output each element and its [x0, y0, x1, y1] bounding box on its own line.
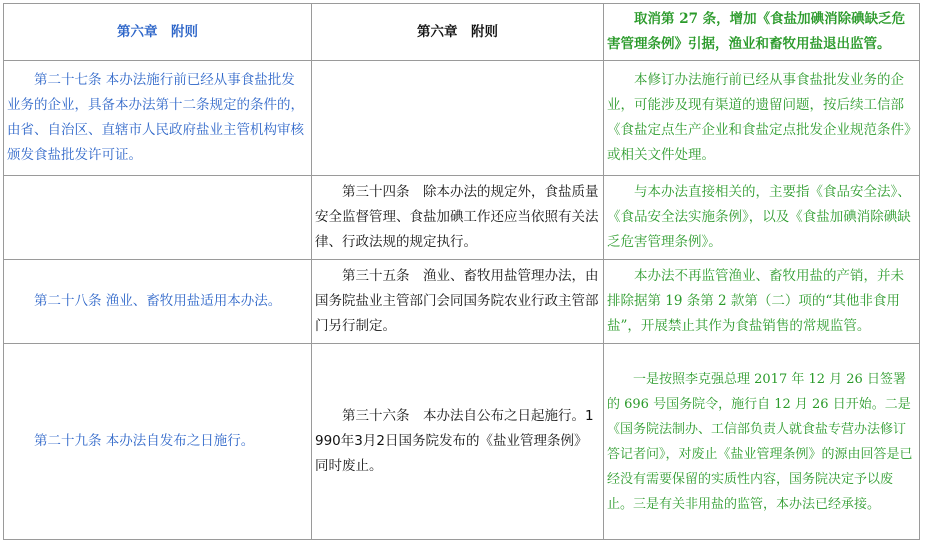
- table-row: [4, 344, 920, 540]
- old-chapter-heading: 第六章 附则: [4, 4, 312, 61]
- table-row: [4, 260, 920, 344]
- chapter-note: 取消第 27 条，增加《食盐加碘消除碘缺乏危害管理条例》引据，渔业和畜牧用盐退出监管。: [604, 4, 920, 61]
- new-article-35: 第三十五条 渔业、畜牧用盐管理办法，由国务院盐业主管部门会同国务院农业行政主管部门另行制定。: [312, 260, 604, 344]
- new-chapter-heading: 第六章 附则: [312, 4, 604, 61]
- table-header-row: [4, 4, 920, 61]
- note-article-27: 本修订办法施行前已经从事食盐批发业务的企业，可能涉及现有渠道的遗留问题，按后续工信部《食盐定点生产企业和食盐定点批发企业规范条件》或相关文件处理。: [604, 61, 920, 176]
- table-row: [4, 61, 920, 176]
- comparison-table: [3, 3, 920, 540]
- note-article-34: 与本办法直接相关的，主要指《食品安全法》、《食品安全法实施条例》，以及《食盐加碘消除碘缺乏危害管理条例》。: [604, 176, 920, 260]
- old-article-empty: [4, 176, 312, 260]
- note-article-36: 一是按照李克强总理 2017 年 12 月 26 日签署的 696 号国务院令，施行自 12 月 26 日开始。二是《国务院法制办、工信部负责人就食盐专营办法修订答记者问》，对废止《盐业管理条例》的源由回答是已经没有需要保留的实质性内容，国务院决定予以废止。三是有关非用盐的监管，本办法已经承接。: [604, 344, 920, 540]
- old-article-28: 第二十八条 渔业、畜牧用盐适用本办法。: [4, 260, 312, 344]
- note-article-35: 本办法不再监管渔业、畜牧用盐的产销，并未排除据第 19 条第 2 款第（二）项的“其他非食用盐”，开展禁止其作为食盐销售的常规监管。: [604, 260, 920, 344]
- new-article-empty: [312, 61, 604, 176]
- old-article-27: 第二十七条 本办法施行前已经从事食盐批发业务的企业，具备本办法第十二条规定的条件的，由省、自治区、直辖市人民政府盐业主管机构审核颁发食盐批发许可证。: [4, 61, 312, 176]
- new-article-34: 第三十四条 除本办法的规定外，食盐质量安全监督管理、食盐加碘工作还应当依照有关法律、行政法规的规定执行。: [312, 176, 604, 260]
- old-article-29: 第二十九条 本办法自发布之日施行。: [4, 344, 312, 540]
- table-row: [4, 176, 920, 260]
- new-article-36: 第三十六条 本办法自公布之日起施行。1990年3月2日国务院发布的《盐业管理条例》同时废止。: [312, 344, 604, 540]
